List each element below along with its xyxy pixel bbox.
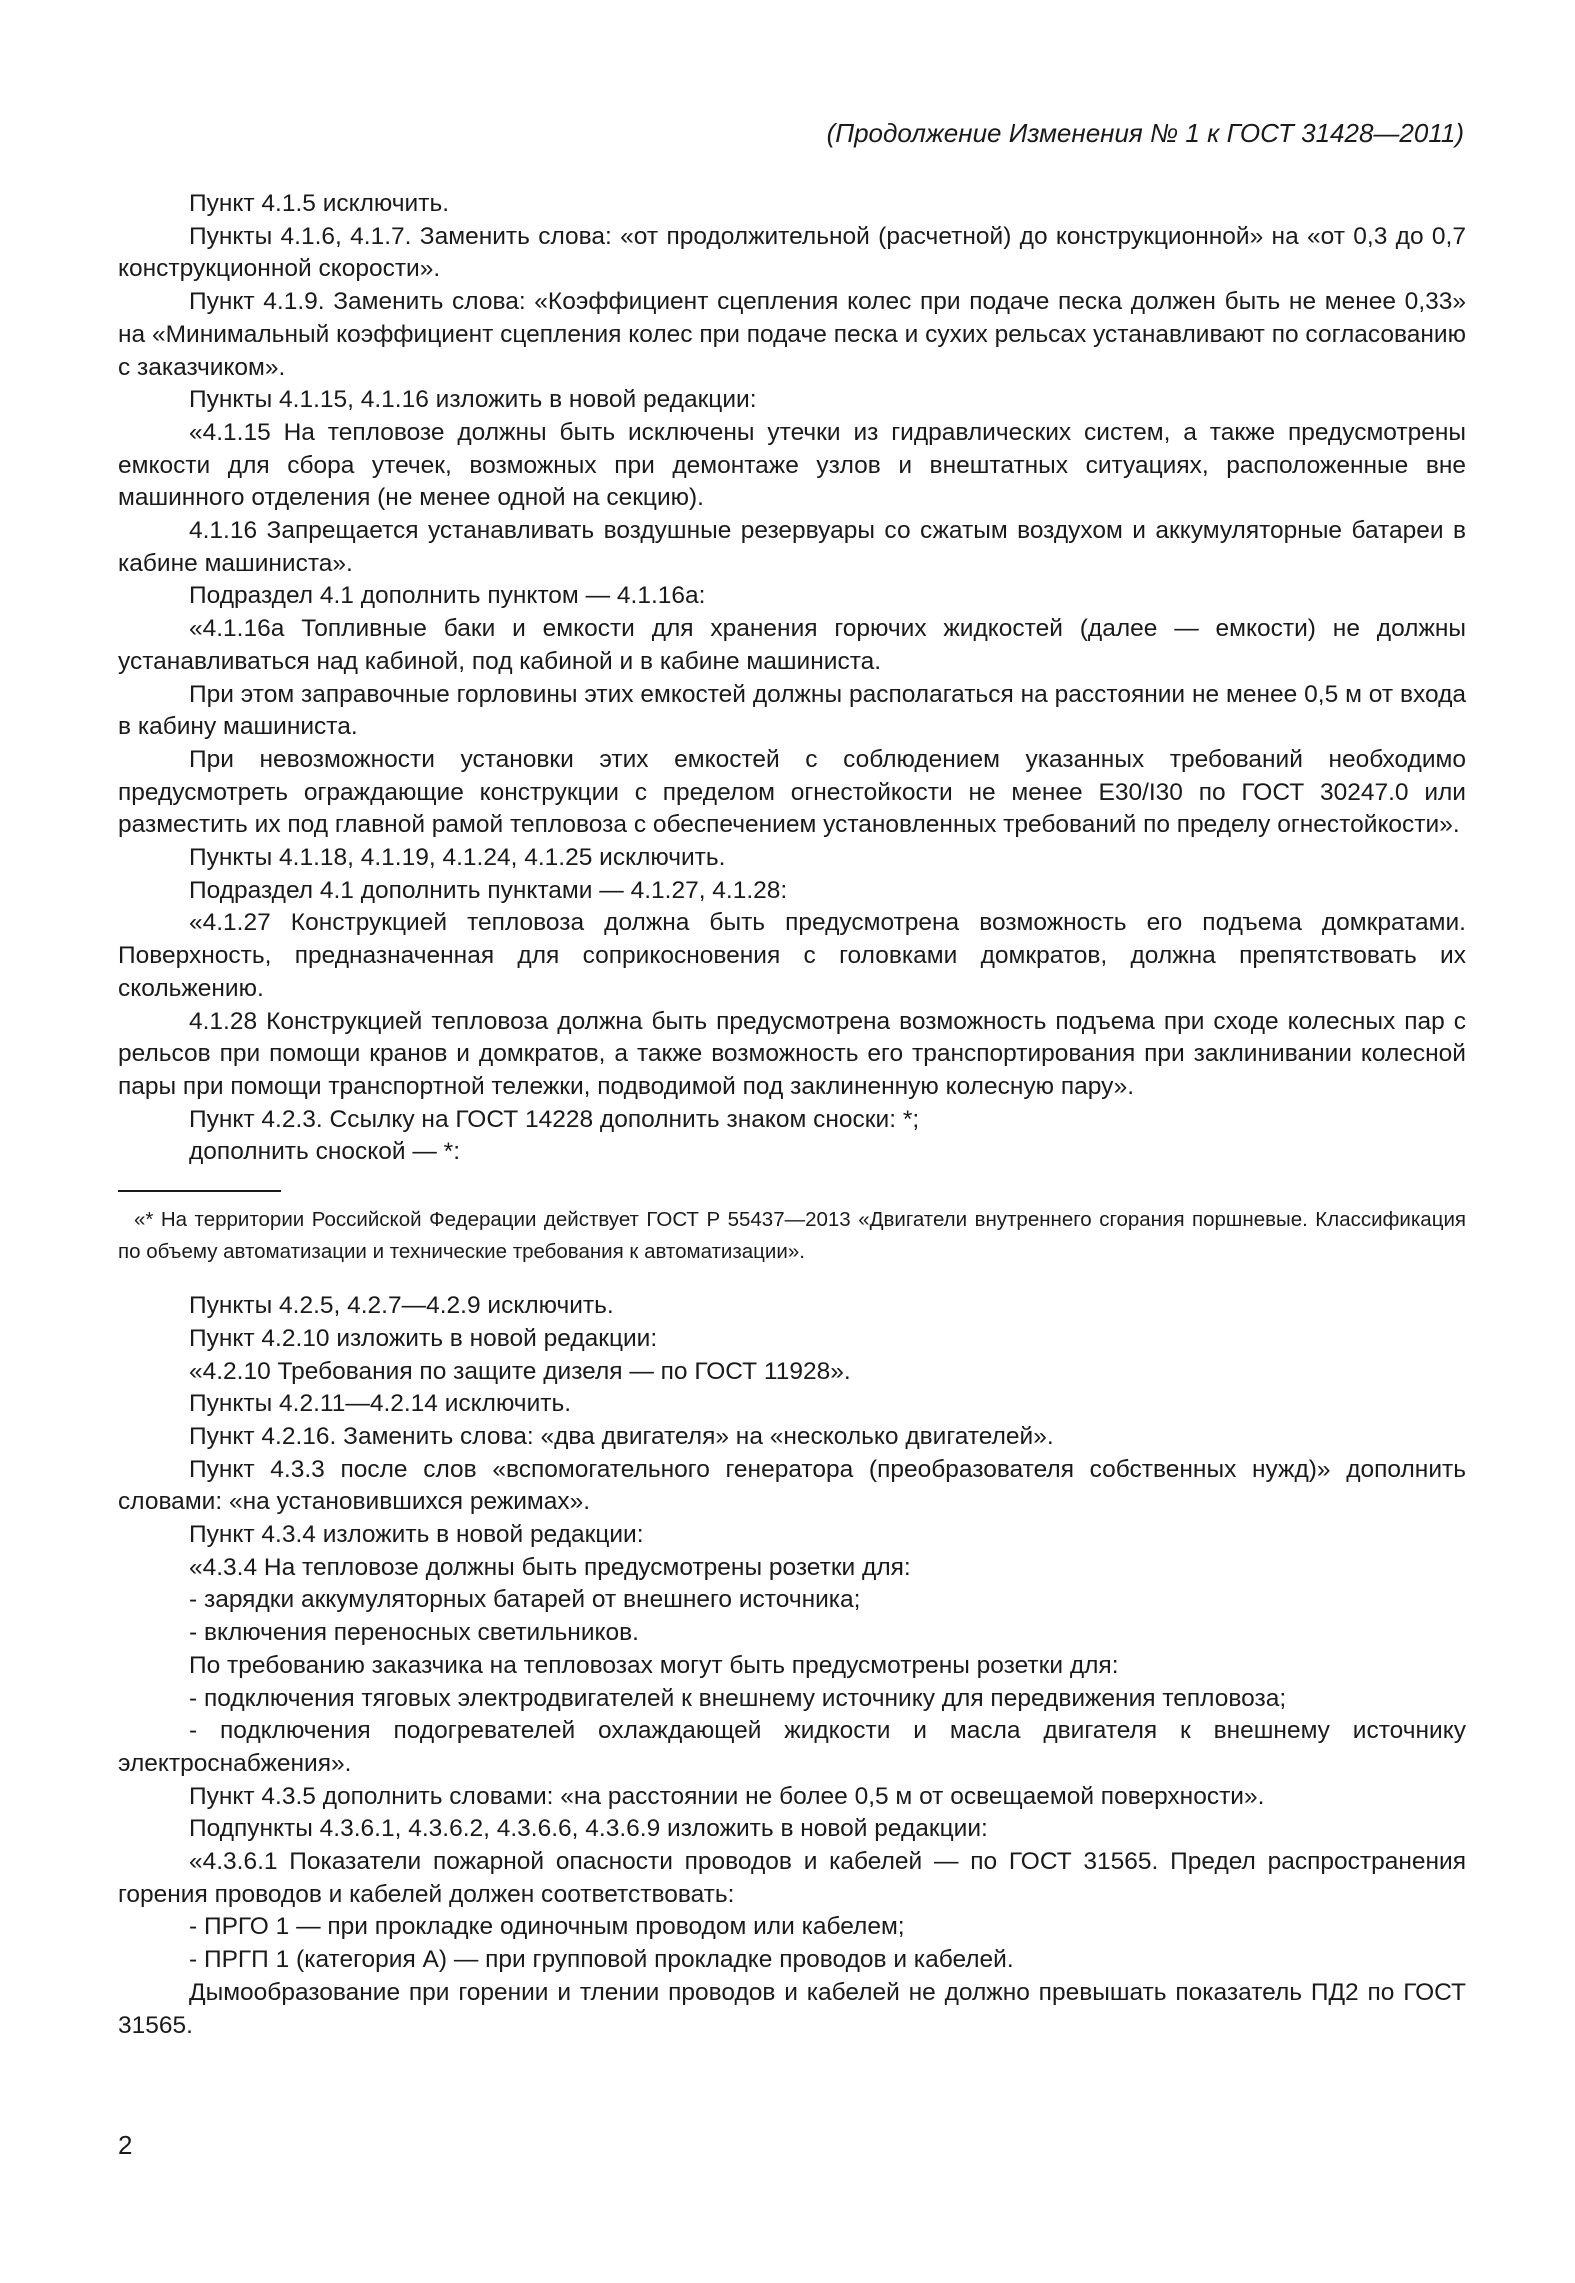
paragraph: дополнить сноской — *: <box>189 1138 460 1166</box>
paragraph: «4.1.27 Конструкцией тепловоза должна быть предусмотрена возможность его подъема домкратами. Поверхность, предназначенная для соприкосновения с головками домкратов, должна препятствовать их скольжению. <box>118 909 1466 1002</box>
paragraph: Пункты 4.1.18, 4.1.19, 4.1.24, 4.1.25 исключить. <box>189 844 726 872</box>
paragraph: «4.3.6.1 Показатели пожарной опасности проводов и кабелей — по ГОСТ 31565. Предел распространения горения проводов и кабелей должен соответствовать: <box>118 1848 1466 1908</box>
paragraph: Пункты 4.2.5, 4.2.7—4.2.9 исключить. <box>189 1292 614 1320</box>
paragraph: Пункт 4.2.3. Ссылку на ГОСТ 14228 дополнить знаком сноски: *; <box>189 1105 920 1133</box>
paragraph: Пункты 4.1.6, 4.1.7. Заменить слова: «от продолжительной (расчетной) до конструкционной» на «от 0,3 до 0,7 конструкционной скорости». <box>118 222 1466 283</box>
paragraph: Пункты 4.1.15, 4.1.16 изложить в новой редакции: <box>189 386 757 414</box>
paragraph: При невозможности установки этих емкостей с соблюдением указанных требований необходимо предусмотреть ограждающие конструкции с пределом огнестойкости не менее E30/I30 по ГОСТ 30247.0 или разместить их под главной рамой тепловоза с обеспечением установленных требований по пределу огнестойкости». <box>118 745 1466 839</box>
paragraph: Подраздел 4.1 дополнить пунктом — 4.1.16а: <box>189 582 706 610</box>
paragraph: - подключения тяговых электродвигателей к внешнему источнику для передвижения тепловоза; <box>189 1684 1287 1712</box>
paragraph: 4.1.16 Запрещается устанавливать воздушные резервуары со сжатым воздухом и аккумуляторные батареи в кабине машиниста». <box>118 517 1466 577</box>
paragraph: Подпункты 4.3.6.1, 4.3.6.2, 4.3.6.6, 4.3.6.9 изложить в новой редакции: <box>189 1815 988 1843</box>
paragraph: «4.1.16а Топливные баки и емкости для хранения горючих жидкостей (далее — емкости) не должны устанавливаться над кабиной, под кабиной и в кабине машиниста. <box>118 615 1466 675</box>
paragraph: «4.1.15 На тепловозе должны быть исключены утечки из гидравлических систем, а также предусмотрены емкости для сбора утечек, возможных при демонтаже узлов и внештатных ситуациях, расположенные вне машинного отделения (не менее одной на секцию). <box>118 418 1466 512</box>
paragraph: Пункт 4.3.3 после слов «вспомогательного генератора (преобразователя собственных нужд)» дополнить словами: «на установившихся режимах». <box>118 1455 1466 1516</box>
paragraph: При этом заправочные горловины этих емкостей должны располагаться на расстоянии не менее 0,5 м от входа в кабину машиниста. <box>118 680 1466 741</box>
paragraph: «4.2.10 Требования по защите дизеля — по ГОСТ 11928». <box>189 1357 851 1385</box>
footnote-divider <box>118 1190 281 1192</box>
paragraph: 4.1.28 Конструкцией тепловоза должна быть предусмотрена возможность подъема при сходе колесных пар с рельсов при помощи кранов и домкратов, а также возможность его транспортирования при заклинивании колесной пары при помощи транспортной тележки, подводимой под заклиненную колесную пару». <box>118 1007 1466 1100</box>
paragraph: Подраздел 4.1 дополнить пунктами — 4.1.27, 4.1.28: <box>189 876 788 904</box>
paragraph: - подключения подогревателей охлаждающей жидкости и масла двигателя к внешнему источнику электроснабжения». <box>118 1717 1466 1777</box>
paragraph: Пункт 4.1.9. Заменить слова: «Коэффициент сцепления колес при подаче песка должен быть не менее 0,33» на «Минимальный коэффициент сцепления колес при подаче песка и сухих рельсах устанавливают по согласованию с заказчиком». <box>118 288 1466 381</box>
paragraph: «4.3.4 На тепловозе должны быть предусмотрены розетки для: <box>189 1553 911 1581</box>
paragraph: По требованию заказчика на тепловозах могут быть предусмотрены розетки для: <box>189 1651 1119 1679</box>
footnote: «* На территории Российской Федерации действует ГОСТ Р 55437—2013 «Двигатели внутреннего сгорания поршневые. Классификация по объему автоматизации и технические требования к автоматизации». <box>118 1208 1466 1264</box>
paragraph: - ПРГП 1 (категория А) — при групповой прокладке проводов и кабелей. <box>189 1946 1014 1974</box>
document-body <box>118 188 1466 2042</box>
paragraph: Пункт 4.3.4 изложить в новой редакции: <box>189 1521 644 1549</box>
page-header: (Продолжение Изменения № 1 к ГОСТ 31428—2011) <box>826 118 1464 148</box>
paragraph: Пункт 4.3.5 дополнить словами: «на расстоянии не более 0,5 м от освещаемой поверхности». <box>189 1782 1265 1810</box>
paragraph: Пункт 4.1.5 исключить. <box>189 190 450 217</box>
page-number: 2 <box>118 2130 133 2160</box>
paragraph: - включения переносных светильников. <box>189 1619 639 1647</box>
paragraph: Дымообразование при горении и тлении проводов и кабелей не должно превышать показатель ПД2 по ГОСТ 31565. <box>118 1978 1466 2039</box>
paragraph: Пункт 4.2.10 изложить в новой редакции: <box>189 1324 658 1352</box>
paragraph: - зарядки аккумуляторных батарей от внешнего источника; <box>189 1586 861 1614</box>
paragraph: - ПРГО 1 — при прокладке одиночным проводом или кабелем; <box>189 1913 905 1941</box>
paragraph: Пункты 4.2.11—4.2.14 исключить. <box>189 1390 572 1418</box>
paragraph: Пункт 4.2.16. Заменить слова: «два двигателя» на «несколько двигателей». <box>189 1422 1054 1450</box>
